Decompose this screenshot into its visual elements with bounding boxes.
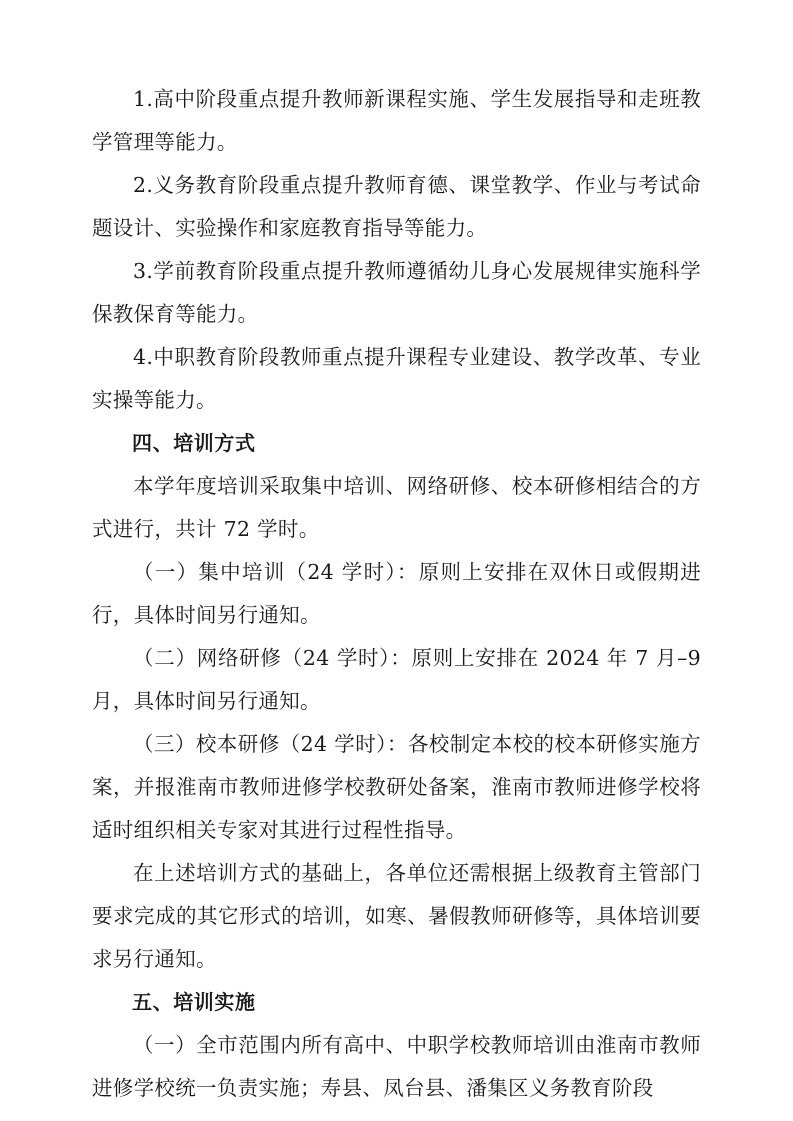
paragraph-item-4: 4.中职教育阶段教师重点提升课程专业建设、教学改革、专业实操等能力。 bbox=[92, 345, 701, 412]
paragraph-school-based-training: （三）校本研修（24 学时）：各校制定本校的校本研修实施方案，并报淮南市教师进修学校教研处备案，淮南市教师进修学校将适时组织相关专家对其进行过程性指导。 bbox=[92, 732, 701, 842]
paragraph-item-1: 1.高中阶段重点提升教师新课程实施、学生发展指导和走班教学管理等能力。 bbox=[92, 87, 701, 154]
paragraph-additional-training: 在上述培训方式的基础上，各单位还需根据上级教育主管部门要求完成的其它形式的培训，如寒、暑假教师研修等，具体培训要求另行通知。 bbox=[92, 861, 701, 971]
section-heading-four: 四、培训方式 bbox=[132, 431, 256, 455]
paragraph-training-overview: 本学年度培训采取集中培训、网络研修、校本研修相结合的方式进行，共计 72 学时。 bbox=[92, 474, 701, 541]
paragraph-centralized-training: （一）集中培训（24 学时）：原则上安排在双休日或假期进行，具体时间另行通知。 bbox=[92, 560, 701, 627]
section-heading-five: 五、培训实施 bbox=[132, 990, 256, 1014]
paragraph-item-2: 2.义务教育阶段重点提升教师育德、课堂教学、作业与考试命题设计、实验操作和家庭教育指导等能力。 bbox=[92, 173, 701, 240]
paragraph-item-3: 3.学前教育阶段重点提升教师遵循幼儿身心发展规律实施科学保教保育等能力。 bbox=[92, 259, 701, 326]
paragraph-implementation-one: （一）全市范围内所有高中、中职学校教师培训由淮南市教师进修学校统一负责实施；寿县、凤台县、潘集区义务教育阶段 bbox=[92, 1033, 701, 1100]
paragraph-online-training: （二）网络研修（24 学时）：原则上安排在 2024 年 7 月–9 月，具体时间另行通知。 bbox=[92, 646, 701, 713]
document-body bbox=[92, 78, 701, 1110]
